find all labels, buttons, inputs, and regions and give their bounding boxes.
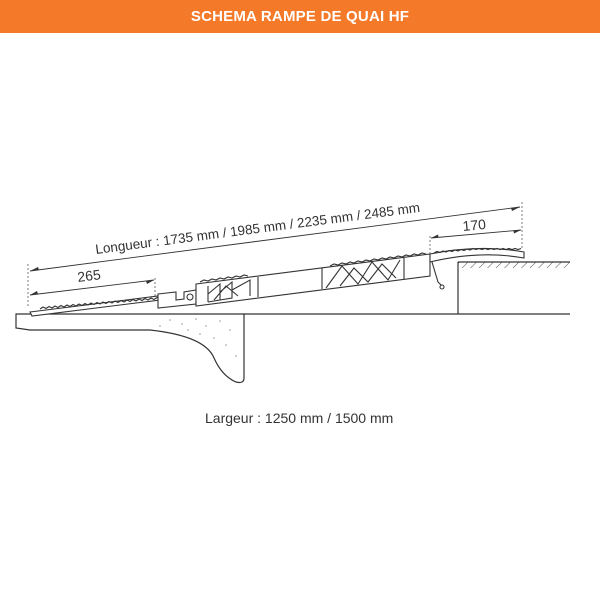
page-title: SCHEMA RAMPE DE QUAI HF	[190, 8, 410, 25]
length-dimension-line	[30, 207, 520, 271]
lower-lip	[30, 296, 160, 316]
right-lip-label: 170	[461, 216, 487, 234]
ramp	[30, 248, 524, 316]
length-dimension	[30, 200, 520, 271]
right-lip-arrow-right	[513, 230, 521, 234]
right-lip-arrow-left	[431, 235, 439, 239]
dock-hatch	[458, 262, 570, 268]
foot-pin	[432, 262, 442, 286]
length-label: Longueur : 1735 mm / 1985 mm / 2235 mm / 2485 mm	[94, 199, 421, 257]
right-lip-dimension	[431, 216, 521, 238]
left-lip-label: 265	[76, 266, 102, 285]
width-label: Largeur : 1250 mm / 1500 mm	[205, 410, 394, 426]
hinge-pin	[187, 294, 193, 300]
upper-lip	[430, 248, 524, 262]
left-lip-dimension	[30, 266, 154, 295]
truck-bed	[16, 314, 244, 383]
foot-pin-end	[440, 285, 444, 289]
